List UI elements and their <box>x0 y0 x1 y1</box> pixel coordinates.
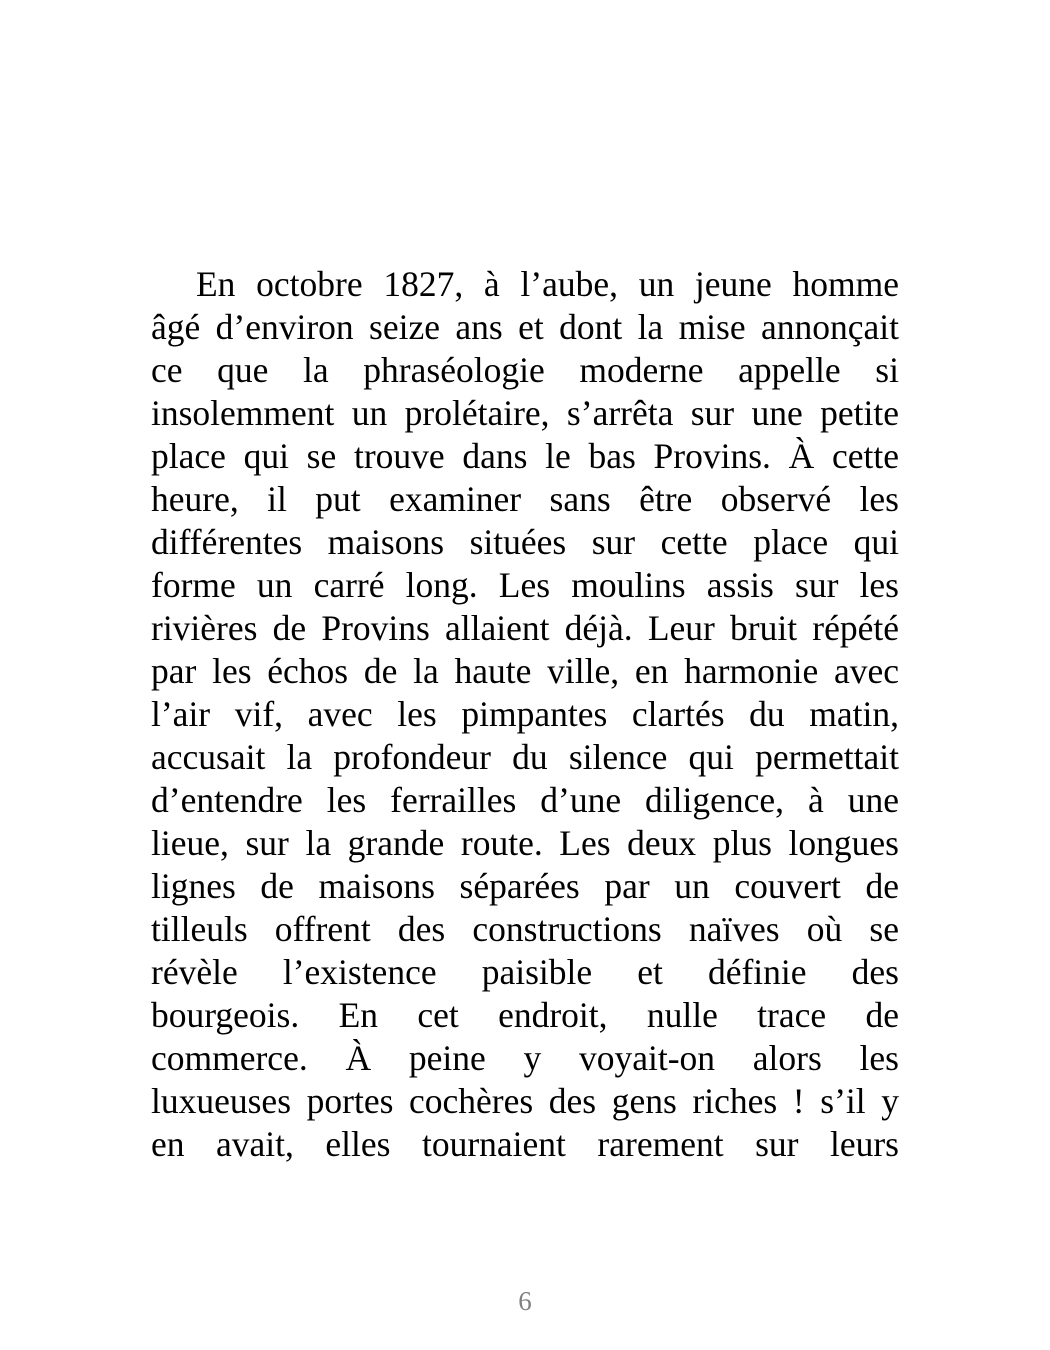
text-line: commerce. À peine y voyait-on alors les <box>151 1038 899 1078</box>
text-line: lignes de maisons séparées par un couvert de <box>151 866 899 906</box>
text-line: luxueuses portes cochères des gens riches ! s’il y <box>151 1081 899 1121</box>
text-line: en avait, elles tournaient rarement sur leurs <box>151 1124 899 1164</box>
text-line: forme un carré long. Les moulins assis sur les <box>151 565 899 605</box>
text-line: place qui se trouve dans le bas Provins. À cette <box>151 436 899 476</box>
text-line: insolemment un prolétaire, s’arrêta sur une petite <box>151 393 899 433</box>
text-line: En octobre 1827, à l’aube, un jeune homme <box>196 264 899 304</box>
text-line: âgé d’environ seize ans et dont la mise annonçait <box>151 307 899 347</box>
text-line: par les échos de la haute ville, en harmonie avec <box>151 651 899 691</box>
text-line: bourgeois. En cet endroit, nulle trace de <box>151 995 899 1035</box>
text-line: révèle l’existence paisible et définie des <box>151 952 899 992</box>
body-paragraph <box>151 263 899 1166</box>
text-line: ce que la phraséologie moderne appelle si <box>151 350 899 390</box>
page-number: 6 <box>518 1286 532 1316</box>
text-line: l’air vif, avec les pimpantes clartés du matin, <box>151 694 899 734</box>
text-line: tilleuls offrent des constructions naïves où se <box>151 909 899 949</box>
text-line: accusait la profondeur du silence qui permettait <box>151 737 899 777</box>
text-line: différentes maisons situées sur cette place qui <box>151 522 899 562</box>
text-line: heure, il put examiner sans être observé les <box>151 479 899 519</box>
text-line: lieue, sur la grande route. Les deux plus longues <box>151 823 899 863</box>
text-line: d’entendre les ferrailles d’une diligence, à une <box>151 780 899 820</box>
text-line: rivières de Provins allaient déjà. Leur bruit répété <box>151 608 899 648</box>
